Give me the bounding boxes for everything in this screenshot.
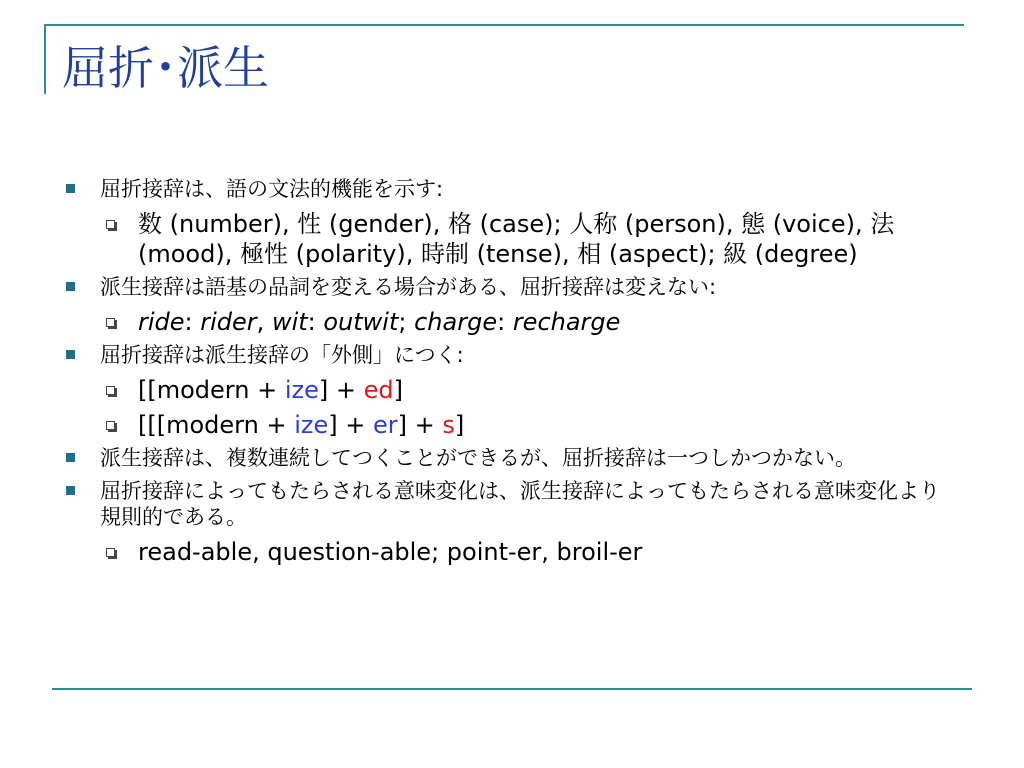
- footer-accent-line: [52, 688, 972, 690]
- example-word: charge: [414, 308, 498, 336]
- punctuation: ,: [256, 308, 272, 336]
- bullet-2-sub: [60, 307, 960, 337]
- bullet-1-sub-text: 数 (number), 性 (gender), 格 (case); 人称 (person), 態 (voice), 法 (mood), 極性 (polarity), 時制 (tense), 相 (aspect); 級 (degree): [138, 210, 895, 268]
- bullet-5: [60, 478, 960, 530]
- title-accent-top-line: [44, 24, 964, 26]
- square-bullet-icon: [66, 453, 75, 462]
- hollow-square-bullet-icon: [106, 386, 115, 395]
- bullet-1-sub: [60, 209, 960, 269]
- slide-body: [60, 176, 960, 572]
- example-word: ride: [138, 308, 185, 336]
- square-bullet-icon: [66, 184, 75, 193]
- square-bullet-icon: [66, 486, 75, 495]
- bullet-5-sub: [60, 537, 960, 567]
- suffix-er: er: [372, 411, 398, 439]
- punctuation: ;: [398, 308, 415, 336]
- punctuation: :: [307, 308, 324, 336]
- suffix-ize: ize: [284, 376, 319, 404]
- square-bullet-icon: [66, 282, 75, 291]
- bracket-text: ]: [393, 376, 403, 404]
- bullet-1: [60, 176, 960, 202]
- bracket-text: ] +: [318, 376, 364, 404]
- hollow-square-bullet-icon: [106, 220, 115, 229]
- hollow-square-bullet-icon: [106, 548, 115, 557]
- slide-title: 屈折･派生: [62, 41, 269, 95]
- bullet-3-sub-1: [60, 375, 960, 405]
- title-accent-vertical-line: [44, 24, 46, 94]
- punctuation: :: [497, 308, 513, 336]
- suffix-ed: ed: [363, 376, 394, 404]
- bullet-2-text: 派生接辞は語基の品詞を変える場合がある、屈折接辞は変えない:: [100, 275, 717, 299]
- bullet-3-sub-2: [60, 410, 960, 440]
- bullet-4-text: 派生接辞は、複数連続してつくことができるが、屈折接辞は一つしかつかない。: [100, 446, 856, 470]
- example-word: recharge: [512, 308, 621, 336]
- suffix-s: s: [442, 411, 455, 439]
- punctuation: :: [184, 308, 201, 336]
- bullet-3-text: 屈折接辞は派生接辞の「外側」につく:: [100, 343, 464, 367]
- suffix-ize: ize: [294, 411, 329, 439]
- bullet-5-sub-text: read-able, question-able; point-er, broil-er: [138, 538, 643, 566]
- bullet-1-text: 屈折接辞は、語の文法的機能を示す:: [100, 177, 444, 201]
- bullet-4: [60, 445, 960, 471]
- bullet-5-text: 屈折接辞によってもたらされる意味変化は、派生接辞によってもたらされる意味変化より規則的である。: [100, 479, 940, 529]
- bracket-text: ] +: [328, 411, 373, 439]
- example-word: outwit: [323, 308, 399, 336]
- bracket-text: ] +: [397, 411, 443, 439]
- bullet-3: [60, 342, 960, 368]
- hollow-square-bullet-icon: [106, 421, 115, 430]
- bracket-text: [[[modern +: [138, 411, 295, 439]
- hollow-square-bullet-icon: [106, 318, 115, 327]
- square-bullet-icon: [66, 350, 75, 359]
- bracket-text: ]: [454, 411, 465, 439]
- example-word: wit: [271, 308, 308, 336]
- example-word: rider: [200, 308, 257, 336]
- bracket-text: [[modern +: [138, 376, 285, 404]
- bullet-2: [60, 274, 960, 300]
